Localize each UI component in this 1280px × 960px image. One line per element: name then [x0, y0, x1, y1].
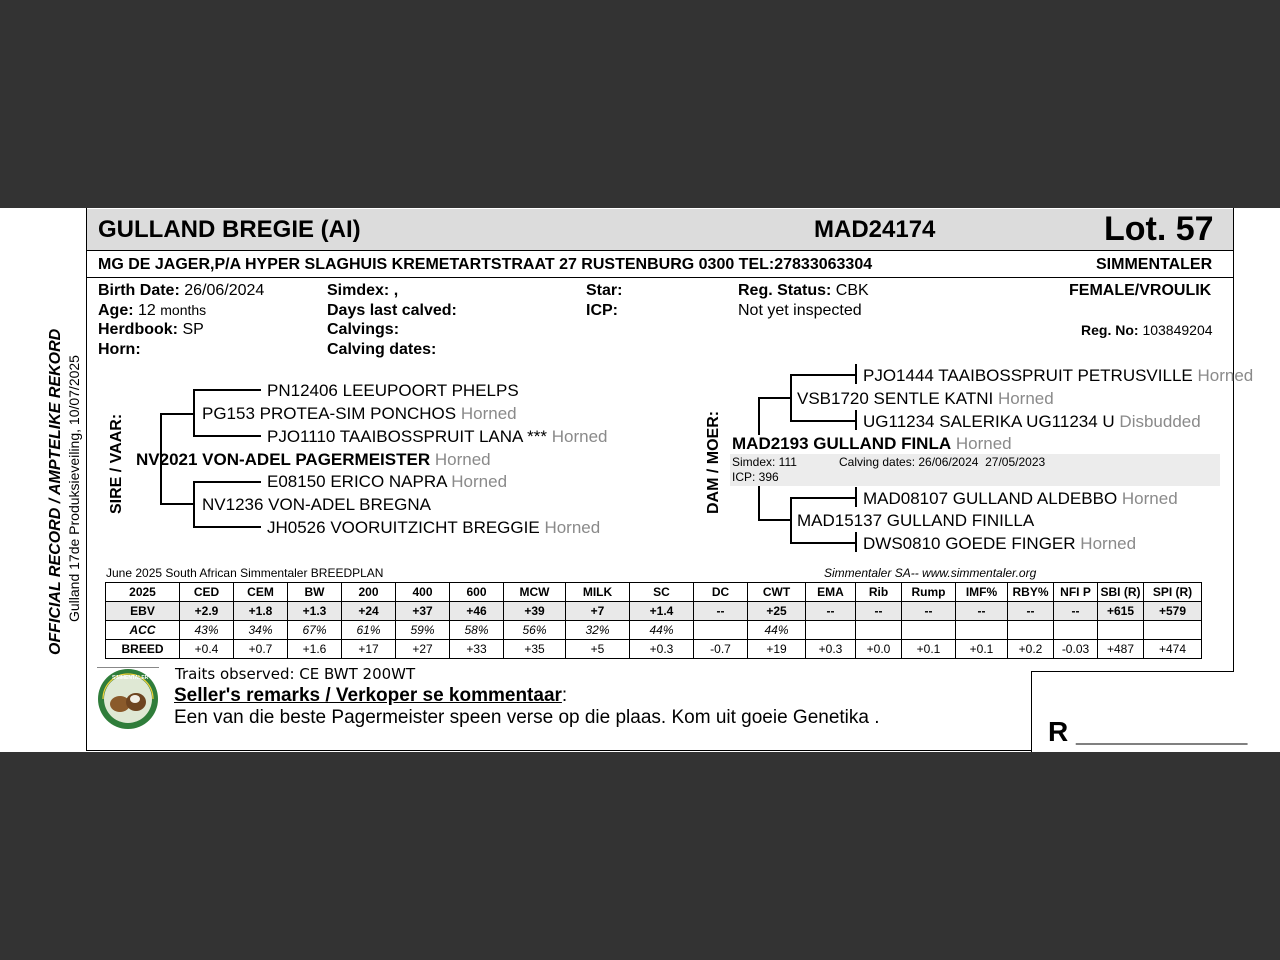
ds-line	[790, 420, 856, 422]
bp-header-cell: IMF%	[956, 583, 1008, 602]
sd-bracket	[193, 481, 195, 527]
lot-number: Lot. 57	[1104, 210, 1214, 248]
dam-sire-sire	[863, 366, 1253, 386]
sdd-name: JH0526 VOORUITZICHT BREGGIE	[267, 518, 540, 537]
bp-breed-cell: -0.7	[694, 640, 748, 659]
tick	[855, 410, 857, 430]
bp-breed-cell: +0.0	[856, 640, 902, 659]
bp-ebv-cell: +1.4	[630, 602, 694, 621]
tick	[855, 487, 857, 507]
breedplan-acc-row	[106, 621, 1202, 640]
bp-breed-cell: +0.1	[902, 640, 956, 659]
owner-details: MG DE JAGER,P/A HYPER SLAGHUIS KREMETARTSTRAAT 27 RUSTENBURG 0300 TEL:27833063304	[98, 256, 873, 273]
bp-acc-cell: 34%	[234, 621, 288, 640]
calvings-label: Calvings:	[327, 321, 400, 338]
ss-name: PG153 PROTEA-SIM PONCHOS	[202, 404, 457, 423]
dam-line	[758, 519, 791, 521]
dam-label: DAM / MOER:	[705, 410, 722, 514]
breedplan-title: June 2025 South African Simmentaler BREEDPLAN	[106, 566, 384, 580]
ssd-status: Horned	[551, 427, 608, 446]
seller-remarks: Een van die beste Pagermeister speen verse op die plaas. Kom uit goeie Genetika .	[174, 707, 880, 728]
birth-date	[98, 282, 264, 300]
ds-bracket	[790, 374, 792, 421]
sire-sire	[202, 404, 517, 424]
sd-name: NV1236 VON-ADEL BREGNA	[202, 495, 431, 514]
sale-name-text: Gulland 17de Produksieveiling, 10/07/2025	[66, 355, 82, 622]
bp-acc-cell	[1144, 621, 1202, 640]
bp-header-cell: CEM	[234, 583, 288, 602]
bp-ebv-cell: +37	[396, 602, 450, 621]
bp-acc-cell: ACC	[106, 621, 180, 640]
bp-acc-cell: 44%	[630, 621, 694, 640]
dam-name: MAD2193 GULLAND FINLA	[732, 434, 952, 453]
dam	[732, 434, 1012, 454]
dam-simdex: Simdex: 111	[732, 455, 797, 469]
breedplan-breed-row	[106, 640, 1202, 659]
bp-ebv-cell: +2.9	[180, 602, 234, 621]
bp-breed-cell: +0.3	[806, 640, 856, 659]
dam-dam-sire	[863, 489, 1178, 509]
bp-header-cell: CWT	[748, 583, 806, 602]
bp-ebv-cell: +39	[504, 602, 566, 621]
breedplan-website: Simmentaler SA-- www.simmentaler.org	[824, 566, 1037, 580]
calving-dates-label: Calving dates:	[327, 341, 437, 358]
bp-acc-cell	[1054, 621, 1098, 640]
sex: FEMALE/VROULIK	[1069, 282, 1212, 299]
star-label: Star:	[586, 282, 623, 299]
price-field[interactable]: R ___________	[1048, 716, 1248, 747]
bp-header-cell: 400	[396, 583, 450, 602]
society-logo	[97, 668, 159, 730]
bp-ebv-cell: +7	[566, 602, 630, 621]
bp-ebv-cell: EBV	[106, 602, 180, 621]
sdd-status: Horned	[544, 518, 601, 537]
icp-label: ICP:	[586, 302, 618, 319]
bp-ebv-cell: +24	[342, 602, 396, 621]
sire-dam-sire	[267, 472, 507, 492]
dam-line	[758, 397, 791, 399]
age	[98, 302, 206, 320]
remarks-title-line	[174, 685, 567, 707]
bp-header-cell: EMA	[806, 583, 856, 602]
dd-line	[790, 542, 856, 544]
bp-header-cell: 2025	[106, 583, 180, 602]
bp-acc-cell: 32%	[566, 621, 630, 640]
bp-header-cell: SBI (R)	[1098, 583, 1144, 602]
sire-sire-sire	[267, 381, 519, 401]
bp-acc-cell	[806, 621, 856, 640]
bp-acc-cell	[956, 621, 1008, 640]
dd-line	[790, 497, 856, 499]
bp-ebv-cell: --	[902, 602, 956, 621]
sd-line	[193, 526, 261, 528]
bp-ebv-cell: --	[1054, 602, 1098, 621]
sds-status: Horned	[451, 472, 508, 491]
horn-label: Horn:	[98, 341, 141, 358]
herdbook-label: Herdbook:	[98, 321, 178, 338]
bp-header-cell: 600	[450, 583, 504, 602]
reg-status-label: Reg. Status:	[738, 282, 832, 299]
bp-acc-cell	[694, 621, 748, 640]
ddd-status: Horned	[1080, 534, 1137, 553]
bp-ebv-cell: --	[956, 602, 1008, 621]
reg-status-value: CBK	[835, 282, 869, 299]
bp-breed-cell: +1.6	[288, 640, 342, 659]
sss-name: PN12406 LEEUPOORT PHELPS	[267, 381, 519, 400]
dss-name: PJO1444 TAAIBOSSPRUIT PETRUSVILLE	[863, 366, 1193, 385]
birth-date-value: 26/06/2024	[184, 282, 265, 299]
bp-ebv-cell: --	[856, 602, 902, 621]
bp-breed-cell: +0.3	[630, 640, 694, 659]
dam-calving-dates: Calving dates: 26/06/2024 27/05/2023	[839, 455, 1046, 469]
bp-ebv-cell: +1.8	[234, 602, 288, 621]
bp-breed-cell: +27	[396, 640, 450, 659]
bp-ebv-cell: +25	[748, 602, 806, 621]
dam-bracket	[758, 397, 760, 435]
bp-ebv-cell: --	[1008, 602, 1054, 621]
bp-breed-cell: +474	[1144, 640, 1202, 659]
reg-no-label: Reg. No:	[1081, 322, 1139, 338]
sire-status: Horned	[434, 450, 491, 469]
dss-status: Horned	[1197, 366, 1254, 385]
bp-acc-cell: 56%	[504, 621, 566, 640]
herdbook-value: SP	[182, 321, 204, 338]
bp-breed-cell: +35	[504, 640, 566, 659]
ss-bracket	[193, 389, 195, 436]
bp-breed-cell: +0.4	[180, 640, 234, 659]
dds-name: MAD08107 GULLAND ALDEBBO	[863, 489, 1118, 508]
bp-breed-cell: +17	[342, 640, 396, 659]
sire-line	[160, 503, 194, 505]
birth-date-label: Birth Date:	[98, 282, 180, 299]
dd-bracket	[790, 497, 792, 543]
age-value: 12	[138, 302, 156, 319]
traits-observed: Traits observed: CE BWT 200WT	[175, 665, 416, 683]
ds-name: VSB1720 SENTLE KATNI	[797, 389, 994, 408]
breedplan-header-row	[106, 583, 1202, 602]
dam-status: Horned	[955, 434, 1012, 453]
bp-header-cell: SC	[630, 583, 694, 602]
reg-status	[738, 282, 869, 300]
bp-header-cell: MILK	[566, 583, 630, 602]
bp-acc-cell: 67%	[288, 621, 342, 640]
dam-icp: ICP: 396	[732, 470, 779, 484]
breedplan-ebv-row	[106, 602, 1202, 621]
bp-header-cell: Rump	[902, 583, 956, 602]
tick	[855, 532, 857, 552]
bp-header-cell: BW	[288, 583, 342, 602]
bp-breed-cell: +0.2	[1008, 640, 1054, 659]
ds-status: Horned	[997, 389, 1054, 408]
bp-ebv-cell: --	[694, 602, 748, 621]
bp-header-cell: NFI P	[1054, 583, 1098, 602]
bp-acc-cell: 59%	[396, 621, 450, 640]
ds-line	[790, 374, 856, 376]
age-unit: months	[160, 302, 207, 318]
sire-sire-dam	[267, 427, 608, 447]
bp-header-cell: SPI (R)	[1144, 583, 1202, 602]
bp-acc-cell	[902, 621, 956, 640]
sire-line	[160, 413, 194, 415]
ddd-name: DWS0810 GOEDE FINGER	[863, 534, 1076, 553]
logo-text: SIMMENTALER	[112, 675, 149, 681]
dam-bracket	[758, 486, 760, 520]
breed-name: SIMMENTALER	[1096, 256, 1213, 273]
inspection-status: Not yet inspected	[738, 302, 862, 319]
dam-sire	[797, 389, 1054, 409]
bp-breed-cell: +33	[450, 640, 504, 659]
ssd-name: PJO1110 TAAIBOSSPRUIT LANA ***	[267, 427, 547, 446]
bp-acc-cell: 61%	[342, 621, 396, 640]
days-last-calved-label: Days last calved:	[327, 302, 457, 319]
bp-acc-cell: 43%	[180, 621, 234, 640]
dam-dam-dam	[863, 534, 1136, 554]
sd-line	[193, 481, 261, 483]
bp-ebv-cell: +46	[450, 602, 504, 621]
dsd-name: UG11234 SALERIKA UG11234 U	[863, 412, 1115, 431]
tick	[855, 364, 857, 384]
sire-dam-dam	[267, 518, 600, 538]
remarks-colon: :	[561, 685, 568, 706]
official-record-text: OFFICIAL RECORD / AMPTELIKE REKORD	[47, 328, 64, 655]
bp-breed-cell: +0.1	[956, 640, 1008, 659]
bp-breed-cell: +19	[748, 640, 806, 659]
ss-status: Horned	[460, 404, 517, 423]
sire-dam	[202, 495, 431, 515]
bp-breed-cell: +487	[1098, 640, 1144, 659]
sire-name: NV2021 VON-ADEL PAGERMEISTER	[136, 450, 431, 469]
dsd-status: Disbudded	[1119, 412, 1201, 431]
bp-ebv-cell: +579	[1144, 602, 1202, 621]
animal-name: GULLAND BREGIE (AI)	[98, 216, 361, 243]
bp-ebv-cell: +615	[1098, 602, 1144, 621]
bp-header-cell: DC	[694, 583, 748, 602]
bp-breed-cell: +5	[566, 640, 630, 659]
bp-ebv-cell: +1.3	[288, 602, 342, 621]
bp-acc-cell	[856, 621, 902, 640]
bp-header-cell: CED	[180, 583, 234, 602]
sire-label: SIRE / VAAR:	[108, 413, 125, 514]
bp-ebv-cell: --	[806, 602, 856, 621]
ss-line	[193, 389, 261, 391]
dam-dam	[797, 511, 1034, 531]
bp-acc-cell	[1098, 621, 1144, 640]
bp-header-cell: RBY%	[1008, 583, 1054, 602]
sds-name: E08150 ERICO NAPRA	[267, 472, 447, 491]
bp-breed-cell: +0.7	[234, 640, 288, 659]
bp-breed-cell: BREED	[106, 640, 180, 659]
bp-acc-cell	[1008, 621, 1054, 640]
reg-no	[1081, 322, 1213, 338]
age-label: Age:	[98, 302, 134, 319]
dd-name: MAD15137 GULLAND FINILLA	[797, 511, 1035, 530]
dds-status: Horned	[1121, 489, 1178, 508]
breedplan-table	[105, 582, 1202, 659]
bp-header-cell: Rib	[856, 583, 902, 602]
ss-line	[193, 435, 261, 437]
bp-header-cell: MCW	[504, 583, 566, 602]
dam-sire-dam	[863, 412, 1201, 432]
bp-breed-cell: -0.03	[1054, 640, 1098, 659]
herdbook	[98, 321, 204, 339]
bp-header-cell: 200	[342, 583, 396, 602]
simdex-label: Simdex: ,	[327, 282, 399, 299]
reg-no-value: 103849204	[1142, 322, 1213, 338]
bp-acc-cell: 58%	[450, 621, 504, 640]
bp-acc-cell: 44%	[748, 621, 806, 640]
remarks-title: Seller's remarks / Verkoper se kommentaar	[174, 685, 562, 706]
sire	[136, 450, 491, 470]
animal-reg-code: MAD24174	[814, 216, 936, 243]
